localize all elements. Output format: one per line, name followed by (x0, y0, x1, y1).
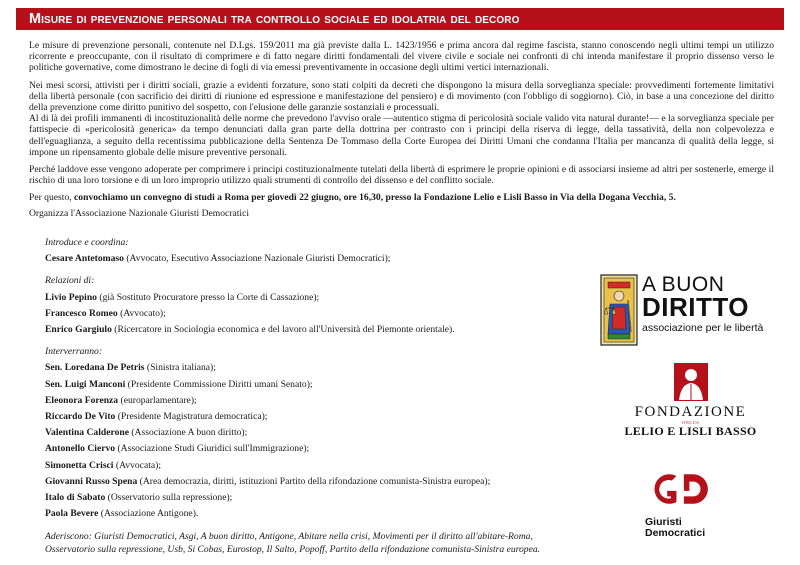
speaker-name: Cesare Antetomaso (45, 253, 124, 265)
adhesion-text (45, 530, 590, 556)
justice-card-icon (600, 274, 638, 346)
speaker-name: Eleonora Forenza (45, 394, 119, 406)
speaker-role: (Avvocato, Esecutivo Associazione Nazionale Giuristi Democratici); (123, 253, 391, 265)
speaker-row (45, 362, 590, 373)
section-title: Introduce e coordina: (45, 237, 129, 248)
speaker-role: (Sinistra italiana); (144, 362, 216, 374)
paragraph-2: Nei mesi scorsi, attivisti per i diritti sociali, grazie a evidenti forzature, sono stati colpiti da decreti che dispongono la misura della sorveglianza speciale: provvedimenti fortemente limitativi della libertà personale (con sacrificio dei diritti di riunione ed espressione e manifestazione del pensiero) e di movimento (con l'obbligo di soggiorno). Ciò, in base a una concezione del diritto della prevenzione come diritto punitivo del sospetto, con l'elusione delle garanzie sostanziali e processuali. (29, 79, 774, 114)
speaker-row (45, 492, 590, 503)
speaker-role: (Presidente Commissione Diritti umani Senato); (125, 378, 313, 390)
page-title (16, 8, 784, 30)
portrait-seal-icon (673, 362, 709, 402)
page-title-text: Misure di prevenzione personali tra controllo sociale ed idolatria del decoro (29, 11, 520, 27)
intro-text (29, 40, 774, 225)
speaker-row (45, 411, 590, 422)
speaker-row (45, 443, 590, 454)
speaker-name: Sen. Loredana De Petris (45, 362, 145, 374)
speaker-row (45, 292, 590, 303)
paragraph-3: Al di là dei profili immanenti di incostituzionalità delle norme che prevedono l'avviso orale —autentico stigma di pericolosità sociale valido vita natural durante!— e la sorveglianza speciale per fattispecie di «pericolosità generica» da tempo denunciati dalla gran parte della dottrina per contrasto con i principi della riserva di legge, della tassatività, della non colpevolezza e dell'eguaglianza, a seguito della recentissima pubblicazione della Sentenza De Tommaso della Corte Europea dei Diritti Umani che condanna l'Italia per mancanza di qualità della legge, si impone un ripensamento globale delle misure preventive personali. (29, 113, 774, 158)
announcement-bold: convochiamo un convegno di studi a Roma per giovedì 22 giugno, ore 16,30, presso la Fondazione Lelio e Lisli Basso in Via della Dogana Vecchia, 5. (74, 192, 676, 204)
logo-subtitle: associazione per le libertà (642, 322, 764, 334)
section-title: Interverranno: (45, 346, 103, 358)
speaker-role: (Ricercatore in Sociologia economica e del lavoro all'Università del Piemonte orientale). (111, 324, 455, 336)
speaker-role: (Osservatorio sulla repressione); (105, 492, 233, 504)
gd-monogram-icon (645, 467, 719, 511)
speaker-row (45, 379, 590, 390)
speaker-row (45, 253, 590, 264)
adhesion-line: Aderiscono: Giuristi Democratici, Asgi, A buon diritto, Antigone, Abitare nella crisi, Movimenti per il diritto all'abitare-Roma, (45, 531, 533, 543)
section-title: Relazioni di: (45, 275, 95, 287)
logo-line-1: A BUON (642, 273, 725, 296)
speaker-name: Livio Pepino (45, 291, 97, 303)
logo-line-2: DIRITTO (642, 292, 750, 322)
intro-section (45, 237, 590, 264)
speaker-name: Paola Bevere (45, 508, 99, 520)
speaker-role: (Avvocata); (113, 459, 161, 471)
fondazione-basso-logo (598, 362, 783, 442)
paragraph-organizer: Organizza l'Associazione Nazionale Giuristi Democratici (29, 207, 249, 219)
speaker-name: Riccardo De Vito (45, 411, 116, 423)
giuristi-democratici-wordmark (645, 517, 705, 539)
speaker-row (45, 324, 590, 335)
relatori-section (45, 275, 590, 335)
speaker-row (45, 508, 590, 519)
speaker-name: Giovanni Russo Spena (45, 475, 138, 487)
speaker-name: Simonetta Crisci (45, 459, 114, 471)
logo-line-1: FONDAZIONE (634, 404, 747, 420)
logo-line-1: Giuristi (645, 516, 682, 528)
logo-small-text: ONLUS (681, 420, 700, 425)
speaker-role: (Presidente Magistratura democratica); (115, 411, 268, 423)
program (45, 237, 590, 556)
speaker-name: Valentina Calderone (45, 427, 129, 439)
speaker-row (45, 395, 590, 406)
speaker-name: Italo di Sabato (45, 492, 106, 504)
speaker-role: (Associazione Studi Giuridici sull'Immigrazione); (115, 443, 310, 455)
a-buon-diritto-logo (600, 274, 780, 354)
logo-line-2: Democratici (645, 527, 706, 539)
paragraph-1: Le misure di prevenzione personali, contenute nel D.Lgs. 159/2011 ma già previste dalla L. 1423/1956 e prima ancora dal regime fascista, stanno conoscendo negli ultimi tempi un utilizzo ricorrente e preoccupante, con il risultato di comprimere e di fatto negare diritti fondamentali del vivere civile e sociale nei confronti di chi intenda manifestare il proprio dissenso verso le politiche governative, come dimostrano le decine di fogli di via emessi preventivamente in occasione degli ultimi vertici internazionali. (29, 40, 774, 74)
speaker-row (45, 460, 590, 471)
speaker-role: (già Sostituto Procuratore presso la Corte di Cassazione); (96, 291, 320, 303)
speaker-role: (Associazione A buon diritto); (128, 427, 248, 439)
speaker-role: (Area democrazia, diritti, istituzioni Partito della rifondazione comunista-Sinistra europea); (137, 475, 491, 487)
paragraph-4: Perché laddove esse vengono adoperate per comprimere i principi costituzionalmente tutelati della libertà di esprimere le proprie opinioni e di associarsi insieme ad altri per sostenerle, emerge il rischio di una loro torsione e di un loro improprio utilizzo quali strumenti di controllo del dissenso e del conflitto sociale. (29, 164, 774, 187)
giuristi-democratici-logo (645, 467, 745, 547)
speaker-role: (Associazione Antigone). (98, 508, 199, 520)
paragraph-announcement (29, 192, 774, 203)
speaker-row (45, 308, 590, 319)
speaker-name: Enrico Gargiulo (45, 324, 112, 336)
speaker-name: Sen. Luigi Manconi (45, 378, 126, 390)
interventi-section (45, 346, 590, 519)
logo-line-2: LELIO E LISLI BASSO (624, 424, 757, 438)
speaker-name: Antonello Ciervo (45, 443, 116, 455)
announcement-prefix: Per questo, (29, 192, 75, 204)
a-buon-diritto-wordmark (642, 274, 782, 334)
speaker-role: (europarlamentare); (118, 394, 197, 406)
speaker-name: Francesco Romeo (45, 307, 118, 319)
speaker-role: (Avvocato); (117, 307, 166, 319)
speaker-row (45, 427, 590, 438)
speaker-row (45, 476, 590, 487)
adhesion-line: Osservatorio sulla repressione, Usb, Si Cobas, Eurostop, Il Salto, Popoff, Partito della rifondazione comunista-Sinistra europea. (45, 544, 541, 556)
